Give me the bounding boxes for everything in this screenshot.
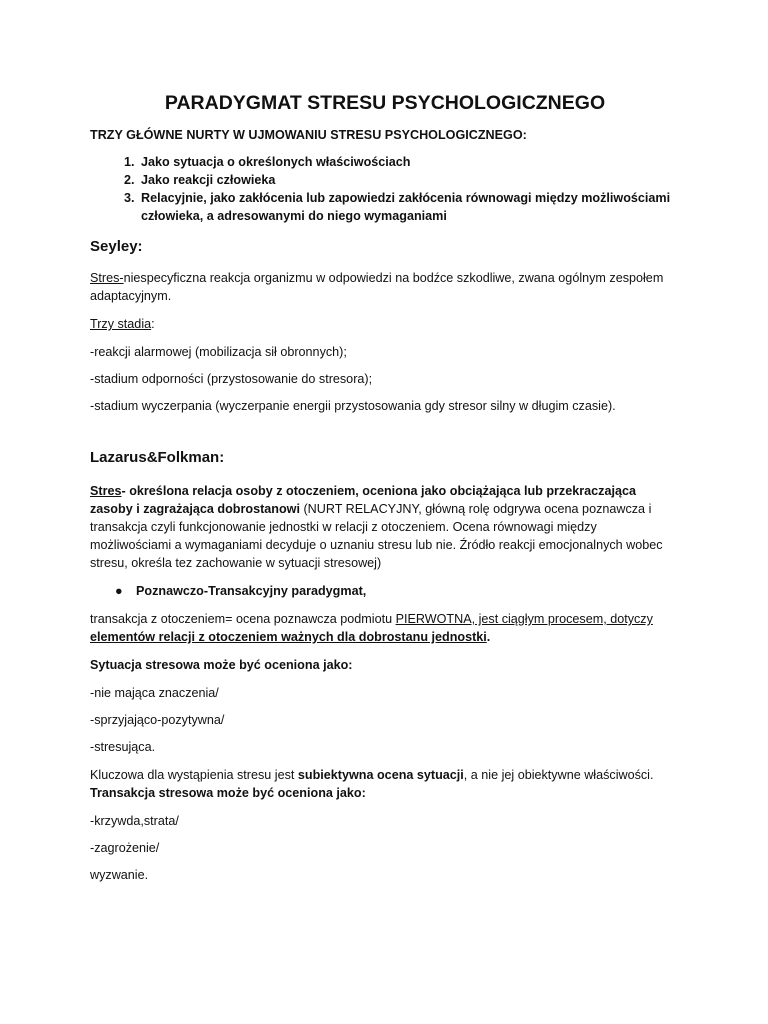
transakcja-underlined: PIERWOTNA, jest ciągłym procesem, dotyczy xyxy=(395,612,653,626)
document-page xyxy=(90,90,680,893)
stadium-item: -stadium odporności (przystosowanie do stresora); xyxy=(90,372,373,386)
list-item: 3. Relacyjnie, jako zakłócenia lub zapowiedzi zakłócenia równowagi między możliwościami człowieka, a adresowanymi do niego wymaganiami xyxy=(138,189,680,225)
transakcja-text: transakcja z otoczeniem= ocena poznawcza podmiotu xyxy=(90,612,396,626)
stres-definition-text: (NURT RELACYJNY, główną rolę odgrywa ocena poznawcza i transakcja czyli funkcjonowanie jednostki w relacji z otoczeniem. Ocena równowagi między możliwościami a wymaganiami decyduje o uznaniu stresu lub nie. Źródło reakcji emocjonalnych wobec stresu, określa tez zachowanie w sytuacji stresowej) xyxy=(90,502,663,570)
list-item: 1. Jako sytuacja o określonych właściwościach xyxy=(138,153,680,171)
stadia-label-line xyxy=(90,315,680,333)
stres-term: Stres- xyxy=(90,271,124,285)
transakcja-heading: Transakcja stresowa może być oceniona jako: xyxy=(90,786,366,800)
transakcja-item: -zagrożenie/ xyxy=(90,841,160,855)
stadium-item: -stadium wyczerpania (wyczerpanie energii przystosowania gdy stresor silny w długim czasie). xyxy=(90,399,616,413)
transakcja-item: -krzywda,strata/ xyxy=(90,814,179,828)
transakcja-end: . xyxy=(486,630,491,644)
kluczowa-bold: subiektywna ocena sytuacji xyxy=(297,768,464,782)
stadia-label: Trzy stadia xyxy=(90,317,152,331)
sytuacja-item: -stresująca. xyxy=(90,740,156,754)
transakcja-item: wyzwanie. xyxy=(90,868,149,882)
stadia-colon: : xyxy=(151,317,155,331)
transakcja-bold-underlined: elementów relacji z otoczeniem ważnych dla dobrostanu jednostki xyxy=(90,630,487,644)
sytuacja-item: -nie mająca znaczenia/ xyxy=(90,686,219,700)
kluczowa-paragraph xyxy=(90,766,680,802)
stres-term: Stres xyxy=(90,484,122,498)
lazarus-stres-definition xyxy=(90,482,680,572)
stadium-item: -reakcji alarmowej (mobilizacja sił obronnych); xyxy=(90,345,347,359)
kluczowa-text: Kluczowa dla wystąpienia stresu jest xyxy=(90,768,298,782)
bullet-dot-icon: ● xyxy=(115,584,123,598)
section-heading-lazarus: Lazarus&Folkman: xyxy=(90,449,225,466)
paradigm-bullet xyxy=(90,582,680,600)
sytuacja-item: -sprzyjająco-pozytywna/ xyxy=(90,713,225,727)
nurty-list xyxy=(90,153,680,225)
kluczowa-post: , a nie jej obiektywne właściwości. xyxy=(463,768,654,782)
stres-definition-bold: - określona relacja osoby z otoczeniem, oceniona jako obciążająca lub przekraczająca zasoby i zagrażająca dobrostanowi xyxy=(90,484,636,516)
page-title: PARADYGMAT STRESU PSYCHOLOGICZNEGO xyxy=(164,92,606,114)
bullet-text: Poznawczo-Transakcyjny paradygmat, xyxy=(136,584,367,598)
stres-definition-text: niespecyficzna reakcja organizmu w odpowiedzi na bodźce szkodliwe, zwana ogólnym zespołem adaptacyjnym. xyxy=(90,271,664,303)
seyley-stres-definition xyxy=(90,269,680,305)
list-item: 2. Jako reakcji człowieka xyxy=(138,171,680,189)
transakcja-definition xyxy=(90,610,680,646)
section-heading-seyley: Seyley: xyxy=(90,238,143,255)
nurty-heading: TRZY GŁÓWNE NURTY W UJMOWANIU STRESU PSYCHOLOGICZNEGO: xyxy=(90,128,527,142)
sytuacja-heading: Sytuacja stresowa może być oceniona jako: xyxy=(90,658,353,672)
